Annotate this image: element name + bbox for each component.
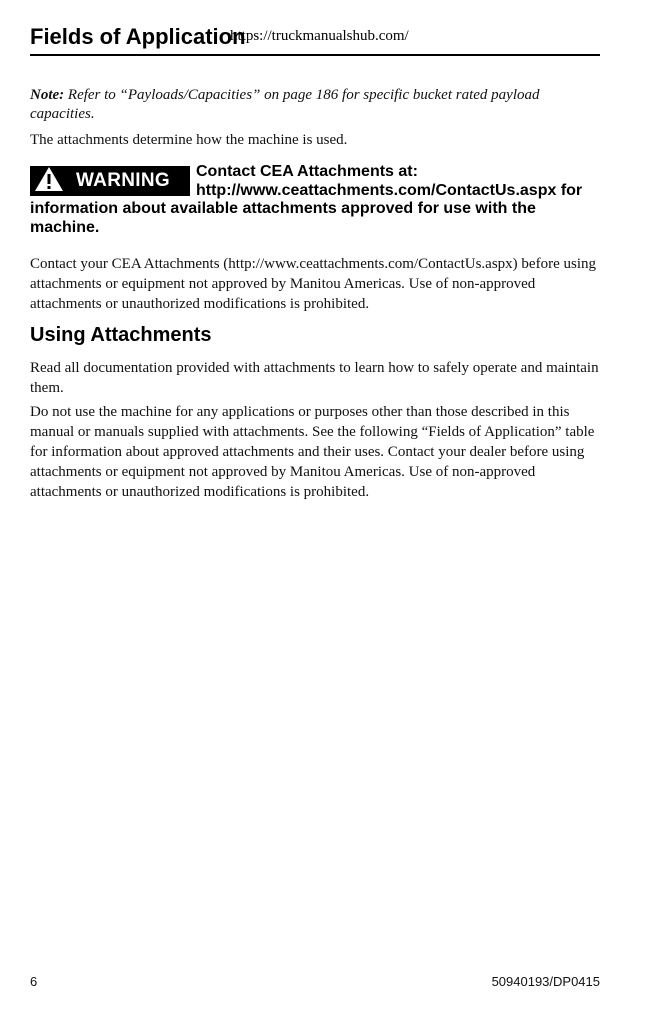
intro-paragraph: The attachments determine how the machine is used. — [30, 132, 348, 148]
note-paragraph — [30, 86, 600, 124]
warning-text: Contact CEA Attachments at: http://www.ceattachments.com/ContactUs.aspx for information about available attachments approved for use with the machine. — [30, 163, 583, 236]
page-number: 6 — [30, 974, 38, 989]
warning-label: WARNING — [76, 170, 170, 191]
warning-block — [30, 163, 600, 237]
warning-badge — [30, 166, 190, 196]
document-code: 50940193/DP0415 — [491, 974, 600, 989]
section-heading: Using Attachments — [30, 324, 212, 346]
watermark-url[interactable]: https://truckmanualshub.com/ — [230, 28, 409, 44]
note-label: Note: — [30, 87, 65, 103]
page-title: Fields of Application — [30, 24, 246, 49]
warning-triangle-icon — [34, 166, 64, 197]
section-paragraph: Read all documentation provided with attachments to learn how to safely operate and maintain them. — [30, 360, 599, 396]
note-text: Refer to “Payloads/Capacities” on page 186 for specific bucket rated payload capacities. — [30, 87, 540, 122]
page-header — [30, 22, 600, 56]
section-paragraph: Do not use the machine for any applications or purposes other than those described in this manual or manuals supplied with attachments. See the following “Fields of Application” table for information about approved attachments and their uses. Contact your dealer before using attachments or equipment not approved by Manitou Americas. Use of non-approved attachments or unauthorized modifications is prohibited. — [30, 404, 595, 500]
contact-paragraph: Contact your CEA Attachments (http://www.ceattachments.com/ContactUs.aspx) before using attachments or equipment not approved by Manitou Americas. Use of non-approved attachments or unauthorized modifications is prohibited. — [30, 256, 596, 312]
